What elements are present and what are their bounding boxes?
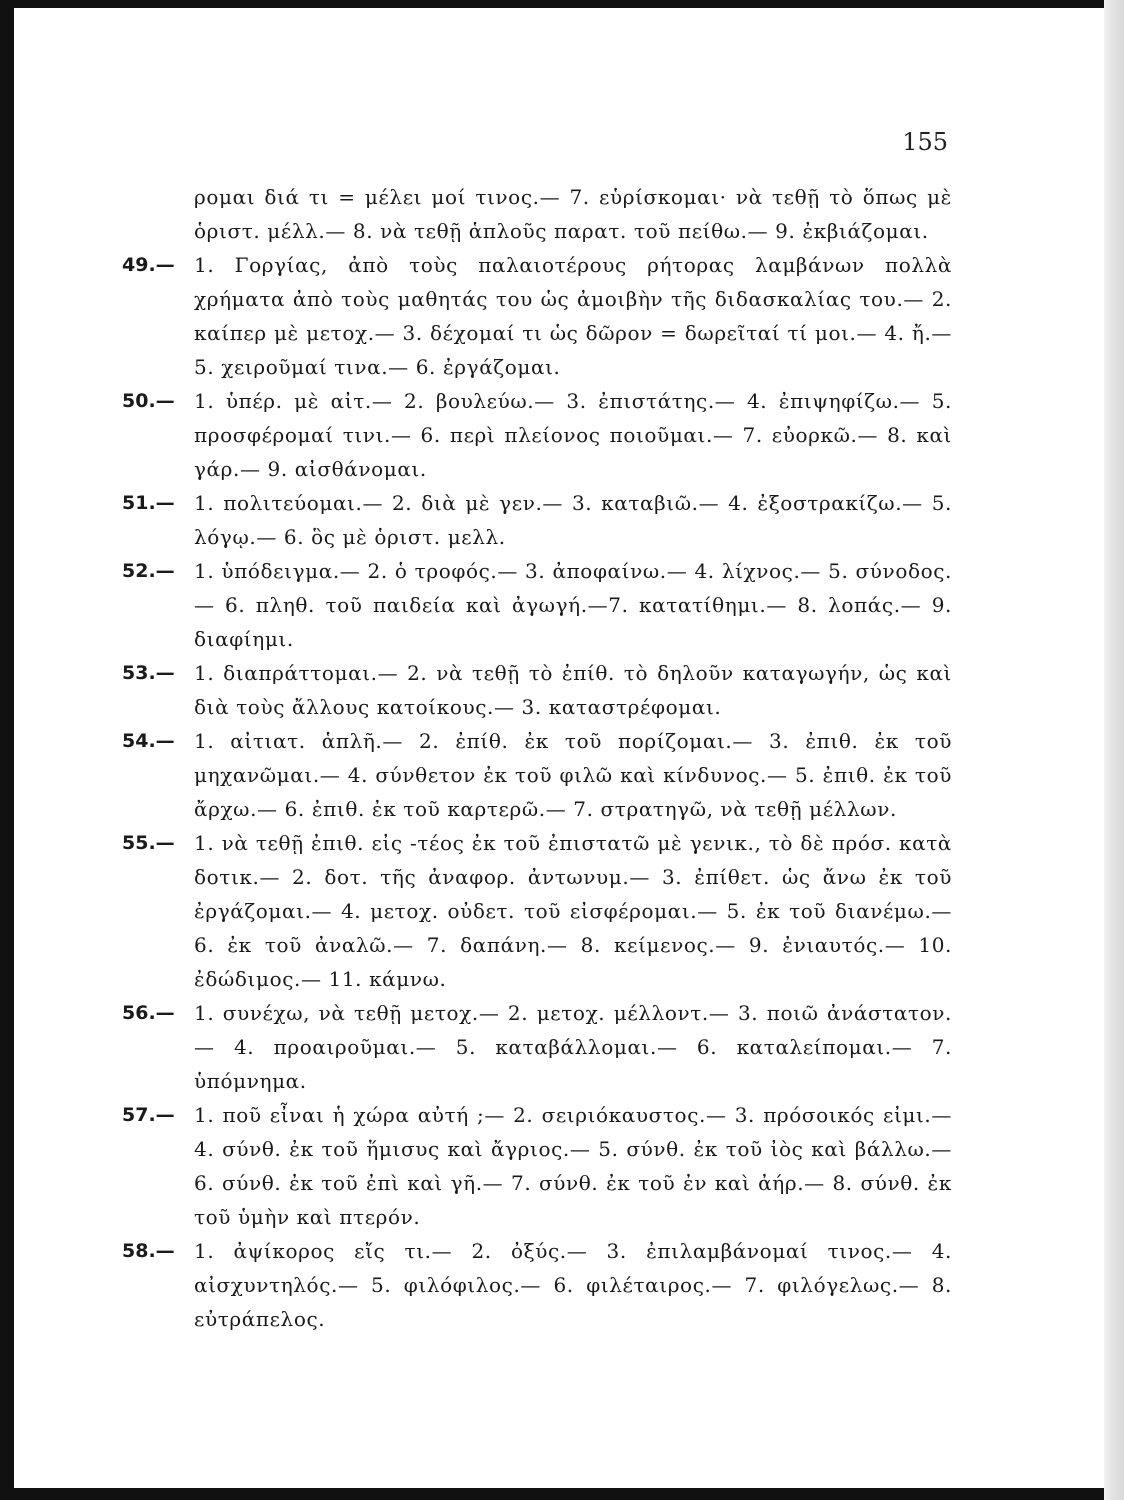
entry-58: [122, 1234, 952, 1336]
entry-52: [122, 554, 952, 656]
entry-text: 1. συνέχω, νὰ τεθῇ μετοχ.— 2. μετοχ. μέλλοντ.— 3. ποιῶ ἀνάστατον.— 4. προαιροῦμαι.— 5. καταβάλλομαι.— 6. καταλείπομαι.— 7. ὑπόμνημα.: [194, 1001, 952, 1093]
entry-number: 56.—: [122, 1002, 175, 1024]
entry-number: 49.—: [122, 254, 175, 276]
entry-53: [122, 656, 952, 724]
entry-text: 1. ἀψίκορος εἴς τι.— 2. ὀξύς.— 3. ἐπιλαμβάνομαί τινος.— 4. αἰσχυντηλός.— 5. φιλόφιλος.— 6. φιλέταιρος.— 7. φιλόγελως.— 8. εὐτράπελος.: [194, 1239, 952, 1331]
entry-text: 1. ὑπέρ. μὲ αἰτ.— 2. βουλεύω.— 3. ἐπιστάτης.— 4. ἐπιψηφίζω.— 5. προσφέρομαί τινι.— 6. περὶ πλείονος ποιοῦμαι.— 7. εὐορκῶ.— 8. καὶ γάρ.— 9. αἰσθάνομαι.: [194, 389, 952, 481]
entry-text: 1. νὰ τεθῇ ἐπιθ. εἰς -τέος ἐκ τοῦ ἐπιστατῶ μὲ γενικ., τὸ δὲ πρόσ. κατὰ δοτικ.— 2. δοτ. τῆς ἀναφορ. ἀντωνυμ.— 3. ἐπίθετ. ὡς ἄνω ἐκ τοῦ ἐργάζομαι.— 4. μετοχ. οὐδετ. τοῦ εἰσφέρομαι.— 5. ἐκ τοῦ διανέμω.— 6. ἐκ τοῦ ἀναλῶ.— 7. δαπάνη.— 8. κείμενος.— 9. ἐνιαυτός.— 10. ἐδώδιμος.— 11. κάμνω.: [194, 831, 952, 991]
entry-number: 57.—: [122, 1104, 175, 1126]
entry-55: [122, 826, 952, 996]
entry-text: 1. ὑπόδειγμα.— 2. ὁ τροφός.— 3. ἀποφαίνω.— 4. λίχνος.— 5. σύνοδος.— 6. πληθ. τοῦ παιδεία καὶ ἀγωγή.—7. κατατίθημι.— 8. λοπάς.— 9. διαφίημι.: [194, 559, 952, 651]
entry-number: 53.—: [122, 662, 175, 684]
entry-continuation: [122, 180, 952, 248]
entry-text: 1. πολιτεύομαι.— 2. διὰ μὲ γεν.— 3. καταβιῶ.— 4. ἐξοστρακίζω.— 5. λόγῳ.— 6. ὃς μὲ ὁριστ. μελλ.: [194, 491, 952, 549]
exercise-notes: [122, 180, 952, 1336]
scan-border-left: [0, 0, 14, 1500]
page-edge-shadow: [1104, 0, 1124, 1500]
entry-number: 51.—: [122, 492, 175, 514]
scan-border-bottom: [0, 1488, 1124, 1500]
entry-51: [122, 486, 952, 554]
scan-border-top: [0, 0, 1124, 8]
entry-number: 52.—: [122, 560, 175, 582]
entry-text: ρομαι διά τι = μέλει μοί τινος.— 7. εὑρίσκομαι· νὰ τεθῇ τὸ ὅπως μὲ ὁριστ. μέλλ.— 8. νὰ τεθῇ ἁπλοῦς παρατ. τοῦ πείθω.— 9. ἐκβιάζομαι.: [194, 185, 952, 243]
entry-54: [122, 724, 952, 826]
entry-text: 1. αἰτιατ. ἁπλῆ.— 2. ἐπίθ. ἐκ τοῦ πορίζομαι.— 3. ἐπιθ. ἐκ τοῦ μηχανῶμαι.— 4. σύνθετον ἐκ τοῦ φιλῶ καὶ κίνδυνος.— 5. ἐπιθ. ἐκ τοῦ ἄρχω.— 6. ἐπιθ. ἐκ τοῦ καρτερῶ.— 7. στρατηγῶ, νὰ τεθῇ μέλλων.: [194, 729, 952, 821]
entry-number: 55.—: [122, 832, 175, 854]
entry-text: 1. ποῦ εἶναι ἡ χώρα αὐτή ;— 2. σειριόκαυστος.— 3. πρόσοικός εἰμι.— 4. σύνθ. ἐκ τοῦ ἥμισυς καὶ ἄγριος.— 5. σύνθ. ἐκ τοῦ ἰὸς καὶ βάλλω.— 6. σύνθ. ἐκ τοῦ ἐπὶ καὶ γῆ.— 7. σύνθ. ἐκ τοῦ ἐν καὶ ἀήρ.— 8. σύνθ. ἐκ τοῦ ὑμὴν καὶ πτερόν.: [194, 1103, 952, 1229]
page-number: 155: [902, 128, 948, 156]
entry-57: [122, 1098, 952, 1234]
entry-number: 58.—: [122, 1240, 175, 1262]
entry-number: 50.—: [122, 390, 175, 412]
entry-50: [122, 384, 952, 486]
entry-number: 54.—: [122, 730, 175, 752]
entry-49: [122, 248, 952, 384]
entry-text: 1. Γοργίας, ἀπὸ τοὺς παλαιοτέρους ρήτορας λαμβάνων πολλὰ χρήματα ἀπὸ τοὺς μαθητάς του ὡς ἀμοιβὴν τῆς διδασκαλίας του.— 2. καίπερ μὲ μετοχ.— 3. δέχομαί τι ὡς δῶρον = δωρεῖταί τί μοι.— 4. ἤ.— 5. χειροῦμαί τινα.— 6. ἐργάζομαι.: [194, 253, 952, 379]
entry-text: 1. διαπράττομαι.— 2. νὰ τεθῇ τὸ ἐπίθ. τὸ δηλοῦν καταγωγήν, ὡς καὶ διὰ τοὺς ἄλλους κατοίκους.— 3. καταστρέφομαι.: [194, 661, 952, 719]
entry-56: [122, 996, 952, 1098]
